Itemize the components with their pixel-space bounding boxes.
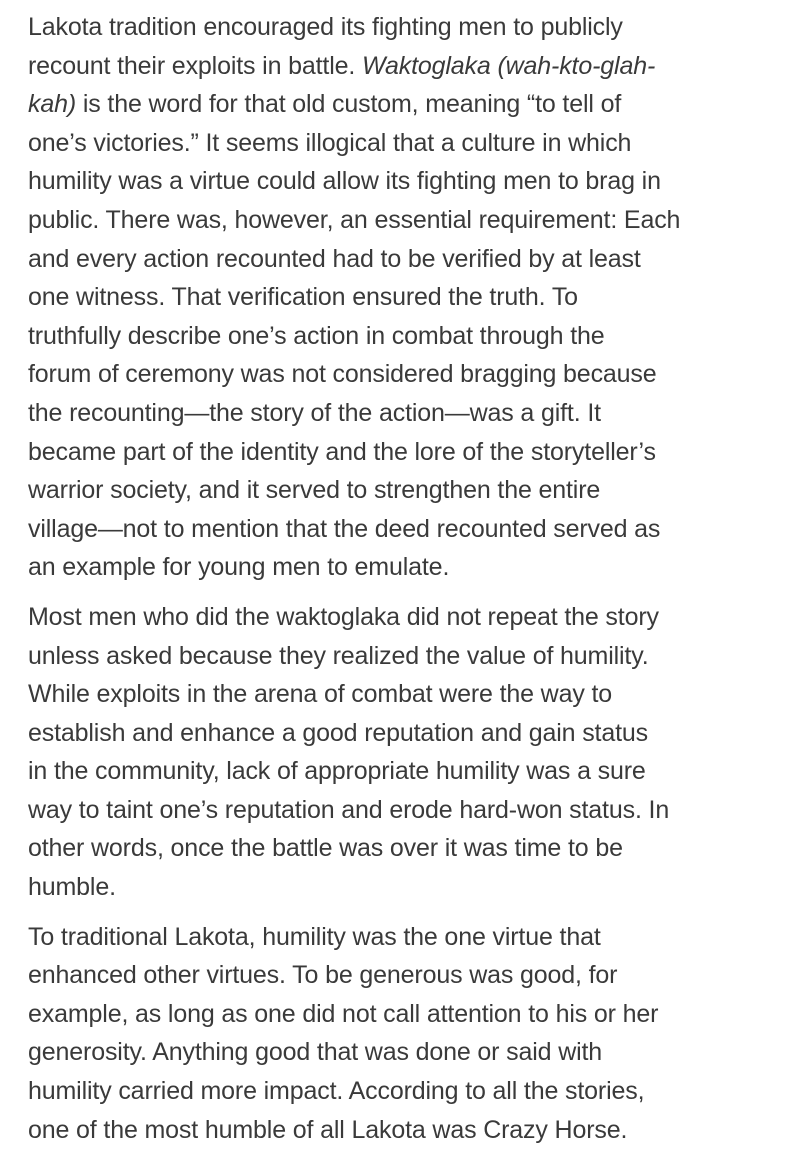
- text-line: humility carried more impact. According to all the stories,: [28, 1077, 645, 1106]
- text-line: [28, 47, 774, 86]
- text-line: [28, 85, 774, 124]
- text-span: recount their exploits in battle.: [28, 51, 362, 80]
- text-line: enhanced other virtues. To be generous was good, for: [28, 961, 618, 990]
- text-line: one’s victories.” It seems illogical that a culture in which: [28, 128, 632, 157]
- text-line: and every action recounted had to be verified by at least: [28, 244, 641, 273]
- text-line: Lakota tradition encouraged its fighting men to publicly: [28, 13, 623, 41]
- text-line: humble.: [28, 873, 116, 902]
- text-line: establish and enhance a good reputation and gain status: [28, 718, 649, 747]
- text-line: one of the most humble of all Lakota was Crazy Horse.: [28, 1115, 628, 1144]
- text-line: an example for young men to emulate.: [28, 553, 450, 582]
- paragraph-3: [28, 918, 774, 1150]
- text-line: way to taint one’s reputation and erode hard-won status. In: [28, 795, 670, 824]
- text-line: truthfully describe one’s action in combat through the: [28, 321, 605, 350]
- italic-term: Waktoglaka (wah-kto-glah-: [361, 51, 656, 80]
- text-line: humility was a virtue could allow its fighting men to brag in: [28, 167, 661, 196]
- text-line: example, as long as one did not call attention to his or her: [28, 999, 659, 1028]
- text-line: other words, once the battle was over it was time to be: [28, 834, 623, 863]
- text-line: To traditional Lakota, humility was the one virtue that: [28, 922, 601, 951]
- text-line: in the community, lack of appropriate humility was a sure: [28, 757, 646, 786]
- text-line: became part of the identity and the lore of the storyteller’s: [28, 437, 656, 466]
- text-span: is the word for that old custom, meaning “to tell of: [76, 90, 622, 119]
- text-line: one witness. That verification ensured the truth. To: [28, 283, 578, 312]
- italic-term: kah): [28, 90, 77, 119]
- text-line: village—not to mention that the deed recounted served as: [28, 514, 661, 543]
- text-line: Most men who did the waktoglaka did not repeat the story: [28, 602, 659, 631]
- text-line: forum of ceremony was not considered bragging because: [28, 360, 657, 389]
- paragraph-1: [28, 8, 774, 587]
- text-line: the recounting—the story of the action—was a gift. It: [28, 398, 601, 427]
- text-line: public. There was, however, an essential requirement: Each: [28, 205, 681, 234]
- paragraph-2: [28, 598, 774, 907]
- text-line: warrior society, and it served to strengthen the entire: [28, 476, 601, 505]
- text-line: While exploits in the arena of combat were the way to: [28, 680, 613, 709]
- text-line: generosity. Anything good that was done or said with: [28, 1038, 603, 1067]
- text-line: unless asked because they realized the value of humility.: [28, 641, 649, 670]
